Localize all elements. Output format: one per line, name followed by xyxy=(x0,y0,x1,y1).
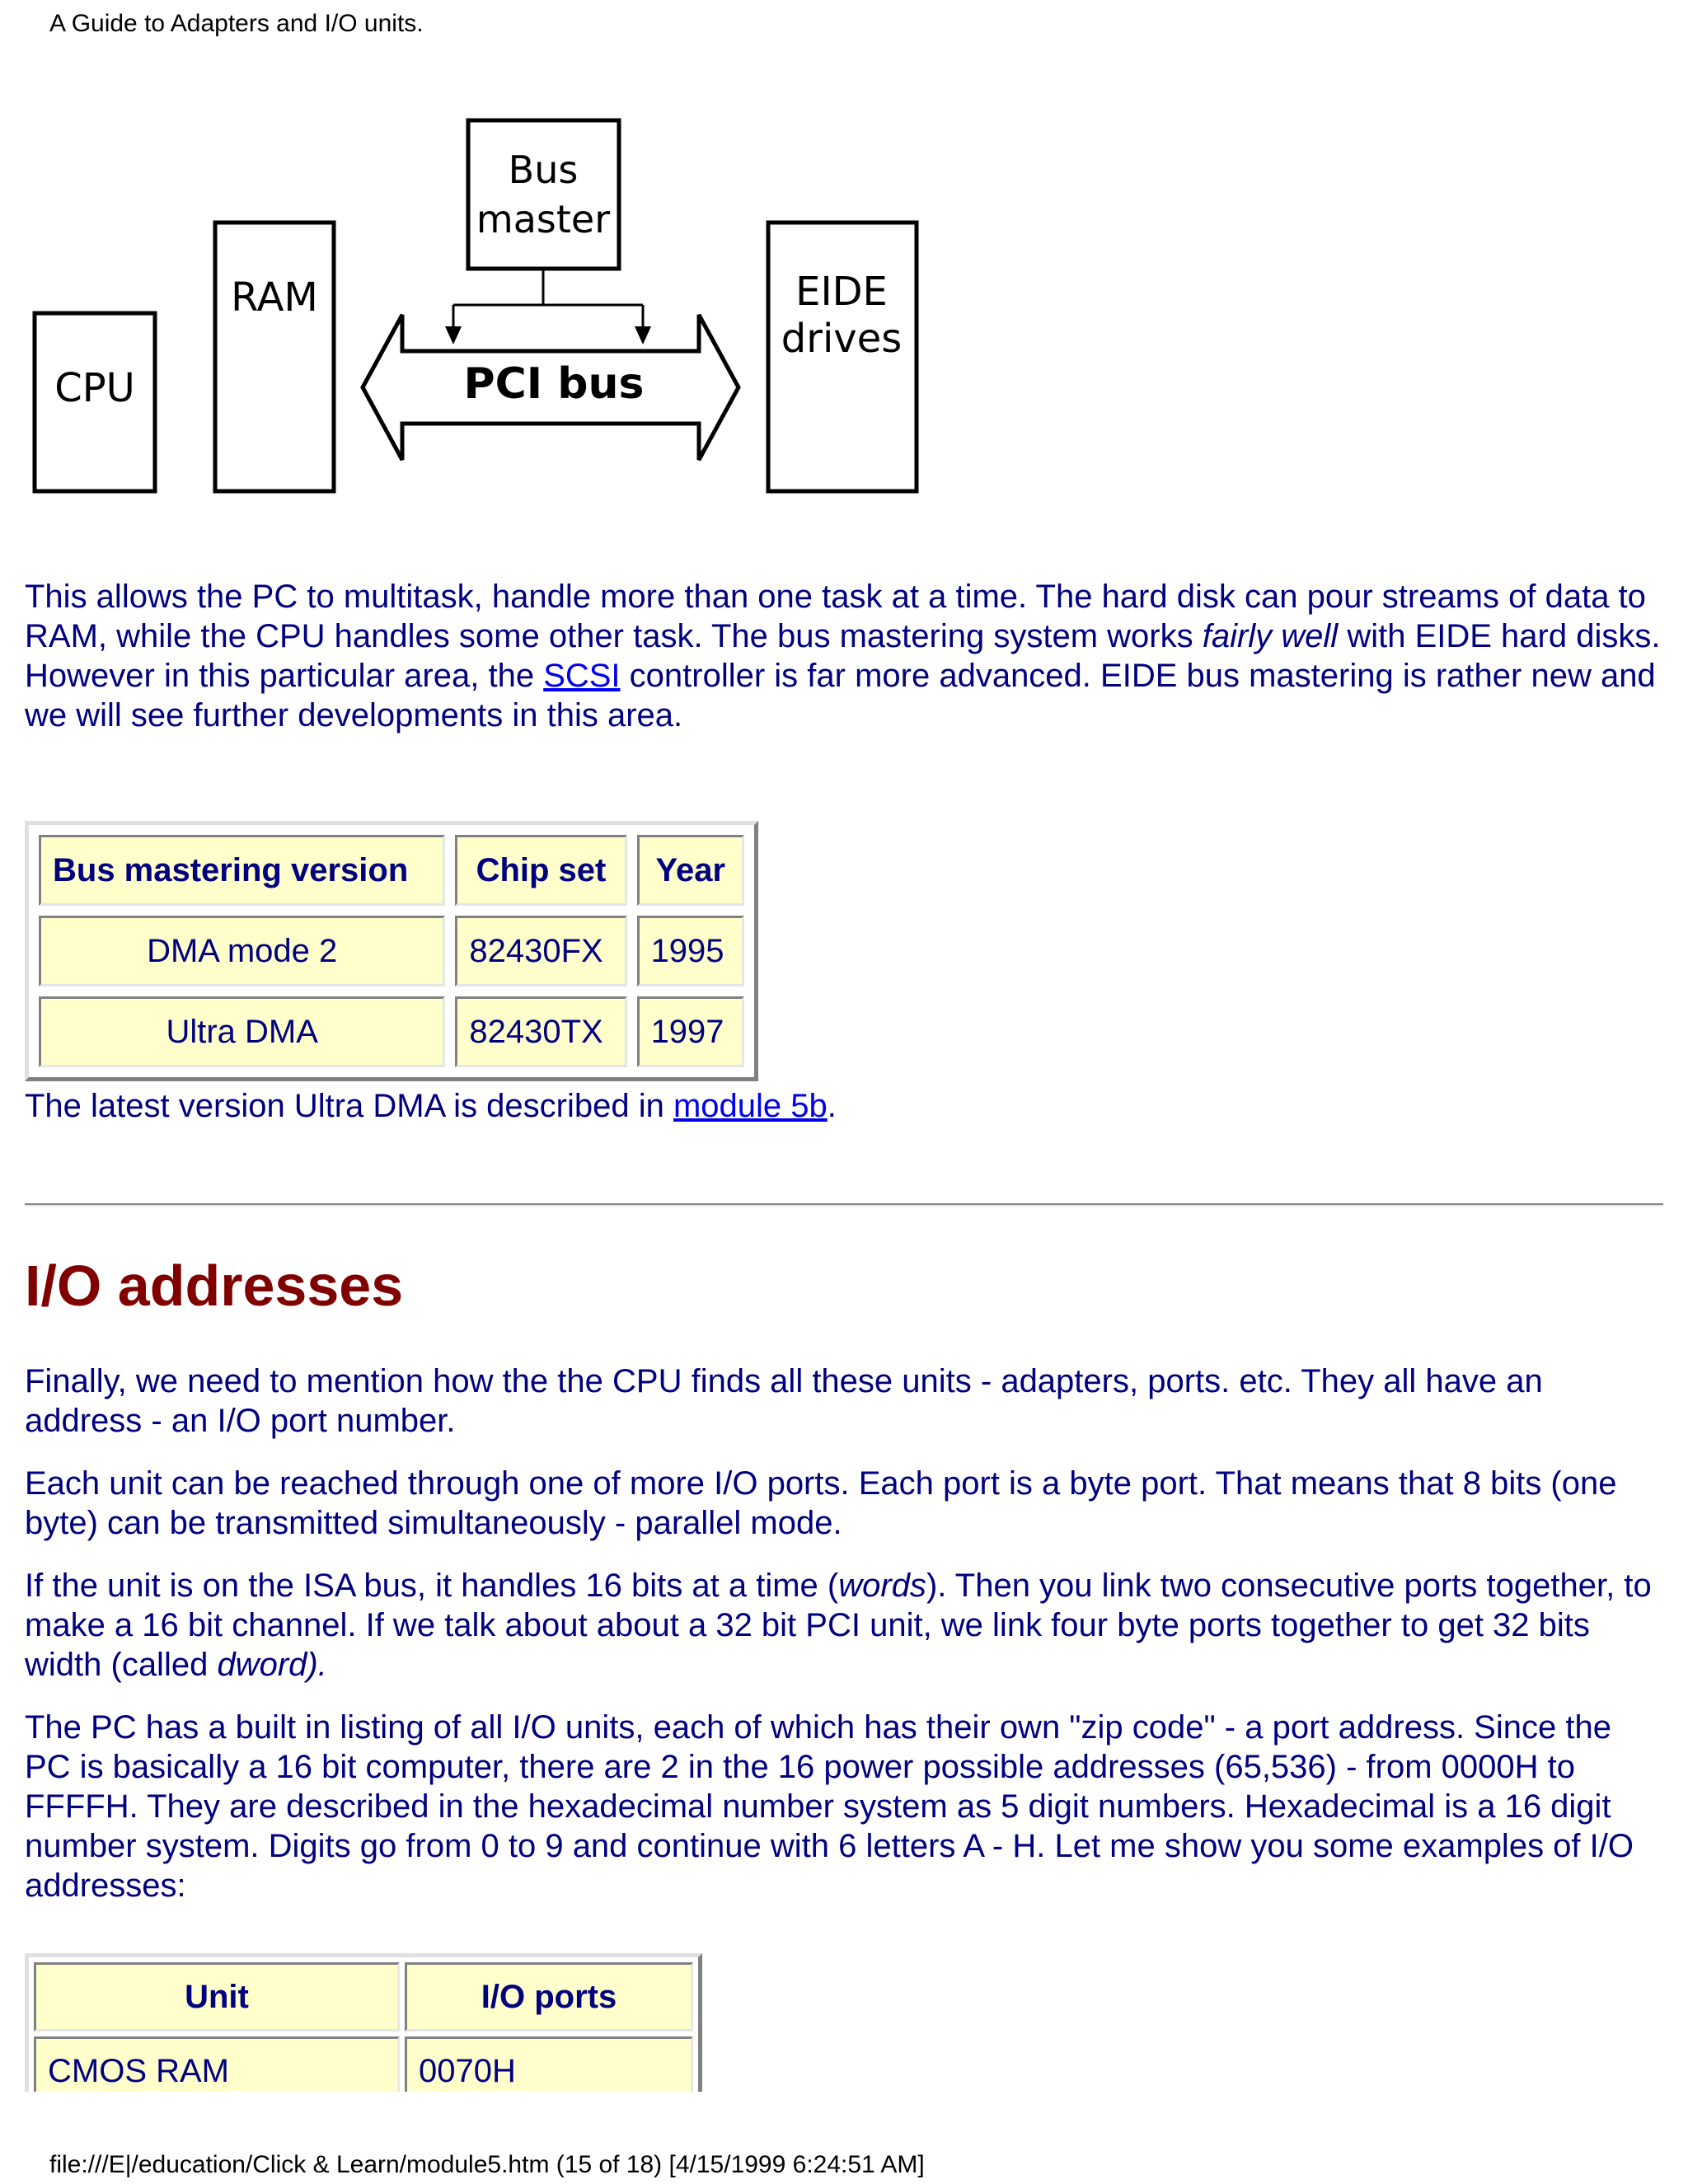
cell-version: DMA mode 2 xyxy=(39,916,445,987)
ram-box xyxy=(215,223,334,491)
cell-unit: CMOS RAM xyxy=(34,2036,400,2092)
header-bus-mastering-version: Bus mastering version xyxy=(39,835,445,906)
cell-io-port: 0070H xyxy=(405,2036,693,2092)
scsi-link[interactable]: SCSI xyxy=(543,658,621,694)
page-footer: file:///E|/education/Click & Learn/module5.htm (15 of 18) [4/15/1999 6:24:51 AM] xyxy=(49,2151,925,2178)
bus-master-label-line1: Bus xyxy=(508,148,579,192)
table-row xyxy=(34,2036,693,2092)
emphasis-text: fairly well xyxy=(1202,618,1339,654)
header-chip-set: Chip set xyxy=(455,835,626,906)
bus-master-connector xyxy=(445,269,651,344)
cell-chipset: 82430FX xyxy=(455,916,626,987)
header-year: Year xyxy=(637,835,744,906)
bus-mastering-table xyxy=(25,821,758,1081)
paragraph-text: ). Then you link two consecutive ports together, to make a 16 bit channel. If we talk about about a 32 bit PCI unit, we link four byte ports together to get 32 bits width (called xyxy=(25,1568,1652,1683)
io-addresses-heading: I/O addresses xyxy=(25,1254,404,1318)
zip-code-paragraph: The PC has a built in listing of all I/O units, each of which has their own "zip code" - a port address. Since the PC is basically a 16 bit computer, there are 2 in the 16 power possible addresses (65,536) - from 0000H to FFFFH. They are described in the hexadecimal number system as 5 digit numbers. Hexadecimal is a 16 digit number system. Digits go from 0 to 9 and continue with 6 letters A - H. Let me show you some examples of I/O addresses: xyxy=(25,1709,1634,1904)
table-row xyxy=(39,996,744,1067)
byte-port-paragraph: Each unit can be reached through one of more I/O ports. Each port is a byte port. That means that 8 bits (one byte) can be transmitted simultaneously - parallel mode. xyxy=(25,1465,1617,1541)
bus-master-box xyxy=(468,120,619,269)
ultra-dma-note xyxy=(25,1086,1665,1126)
cell-year: 1997 xyxy=(637,996,744,1067)
pci-bus-arrow xyxy=(363,315,738,460)
pci-bus-label: PCI bus xyxy=(463,359,645,409)
eide-drives-box xyxy=(768,223,917,491)
paragraph-text: If the unit is on the ISA bus, it handles 16 bits at a time ( xyxy=(25,1568,839,1604)
paragraph-text: The latest version Ultra DMA is described in xyxy=(25,1088,673,1124)
paragraph-text: This allows the PC to multitask, handle more than one task at a time. The hard disk can pour streams of data to RAM, while the CPU handles some other task. The bus mastering system works xyxy=(25,579,1646,654)
emphasis-text: dword). xyxy=(217,1647,327,1683)
cpu-label: CPU xyxy=(54,365,135,411)
ram-label: RAM xyxy=(231,274,318,321)
table-row xyxy=(39,916,744,987)
cell-chipset: 82430TX xyxy=(455,996,626,1067)
cpu-box xyxy=(35,313,155,491)
io-intro-paragraph: Finally, we need to mention how the the CPU finds all these units - adapters, ports. etc. They all have an address - an I/O port number. xyxy=(25,1363,1543,1439)
pci-bus-diagram xyxy=(0,107,948,519)
cell-year: 1995 xyxy=(637,916,744,987)
table-header-row xyxy=(34,1962,693,2032)
bus-master-label-line2: master xyxy=(476,197,611,241)
header-io-ports: I/O ports xyxy=(405,1962,693,2032)
emphasis-text: words xyxy=(838,1568,926,1604)
io-ports-table xyxy=(25,1953,702,2092)
page-header: A Guide to Adapters and I/O units. xyxy=(49,10,424,37)
eide-label-line1: EIDE xyxy=(795,269,888,315)
isa-bus-paragraph xyxy=(25,1566,1665,1685)
table-header-row xyxy=(39,835,744,906)
paragraph-text: . xyxy=(827,1088,837,1124)
paragraph-text: controller is far more advanced. EIDE bus mastering is rather new and we will see further developments in this area. xyxy=(25,658,1656,733)
cell-version: Ultra DMA xyxy=(39,996,445,1067)
horizontal-rule xyxy=(25,1203,1663,1207)
multitask-paragraph xyxy=(25,577,1665,735)
header-unit: Unit xyxy=(34,1962,400,2032)
paragraph-text: with EIDE hard disks. However in this particular area, the xyxy=(25,618,1661,694)
io-ports-table-clip xyxy=(16,1953,791,2092)
eide-label-line2: drives xyxy=(781,316,903,362)
module-5b-link[interactable]: module 5b xyxy=(673,1088,828,1124)
